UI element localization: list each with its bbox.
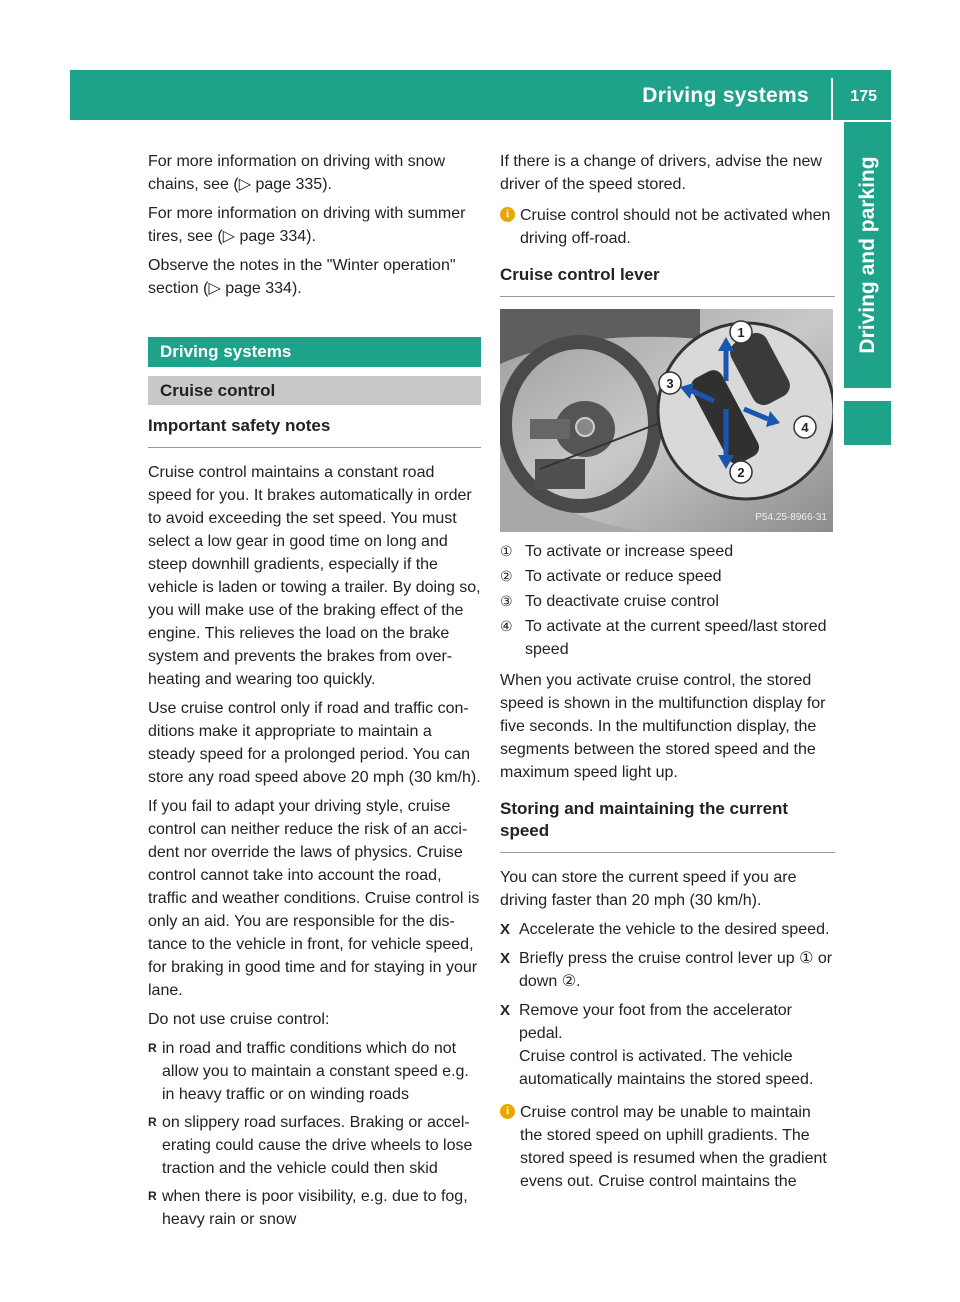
bullet-list — [148, 1037, 481, 1231]
legend-item: ① To activate or increase speed — [500, 543, 734, 560]
paragraph: You can store the current speed if you are driving faster than 20 mph (30 km/h). — [500, 869, 797, 909]
safety-heading: Important safety notes — [148, 415, 481, 448]
step-item: X Remove your foot from the accelerator pedal. Cruise control is activated. The vehicle automatically maintains the stored speed. — [500, 999, 835, 1091]
info-note — [500, 204, 835, 250]
section-title: Driving systems — [148, 337, 481, 367]
step-item: X Accelerate the vehicle to the desired speed. — [500, 918, 835, 941]
header-separator — [831, 78, 833, 120]
lever-heading: Cruise control lever — [500, 264, 835, 297]
page-header — [70, 70, 891, 120]
header-title: Driving systems — [642, 84, 809, 107]
figure-code: P54.25-8966-31 — [755, 512, 827, 523]
list-item: R in road and traffic conditions which do not allow you to maintain a constant speed e.g. in heavy traffic or on winding roads — [148, 1037, 481, 1106]
cruise-control-lever-figure — [500, 309, 833, 532]
info-icon: i — [500, 1104, 515, 1119]
chapter-marker — [844, 401, 891, 445]
list-item: R on slippery road surfaces. Braking or accel-erating could cause the drive wheels to lose traction and the vehicle could then skid — [148, 1111, 481, 1180]
left-column — [148, 150, 481, 1236]
step-item: X Briefly press the cruise control lever up ① or down ②. — [500, 947, 835, 993]
step-marker-icon: X — [500, 1002, 511, 1019]
paragraph: If there is a change of drivers, advise the new driver of the speed stored. — [500, 153, 822, 193]
instruction-steps — [500, 918, 835, 1091]
legend-item: ④ To activate at the current speed/last stored speed — [500, 618, 827, 658]
chapter-side-tab-label: Driving and parking — [855, 156, 879, 354]
legend-item: ② To activate or reduce speed — [500, 568, 722, 585]
page-number: 175 — [850, 88, 877, 105]
list-item: R when there is poor visibility, e.g. due to fog, heavy rain or snow — [148, 1185, 481, 1231]
paragraph: If you fail to adapt your driving style, cruise control can neither reduce the risk of an acci-dent nor override the laws of physics. Cruise control cannot take into account the road, traffic and weather conditions. Cruise control is only an aid. You are responsible for the dis-tance to the vehicle in front, for vehicle speed, for braking in good time and for staying in your lane. — [148, 798, 480, 999]
info-icon: i — [500, 207, 515, 222]
storing-heading: Storing and maintaining the current speed — [500, 798, 835, 853]
paragraph: For more information on driving with snow chains, see (▷ page 335). — [148, 153, 446, 193]
svg-text:1: 1 — [737, 325, 745, 340]
paragraph: For more information on driving with summer tires, see (▷ page 334). — [148, 205, 466, 245]
paragraph: Cruise control maintains a constant road speed for you. It brakes automatically in order to avoid exceeding the set speed. You must select a low gear in good time on long and steep downhill gradients, especially if the vehicle is laden or towing a trailer. By doing so, you will make use of the braking effect of the engine. This relieves the load on the brake system and prevents the brakes from over-heating and wearing too quickly. — [148, 464, 481, 688]
legend-item: ③ To deactivate cruise control — [500, 593, 719, 610]
paragraph: When you activate cruise control, the stored speed is shown in the multifunction display for five seconds. In the multifunction display, the segments between the stored speed and the maximum speed light up. — [500, 672, 826, 781]
svg-text:4: 4 — [801, 420, 809, 435]
lever-illustration — [500, 309, 833, 532]
chapter-side-tab — [844, 122, 891, 388]
info-note — [500, 1101, 835, 1193]
svg-text:3: 3 — [666, 376, 674, 391]
svg-text:2: 2 — [737, 465, 745, 480]
step-marker-icon: X — [500, 950, 511, 967]
note-text: Cruise control should not be activated when driving off-road. — [520, 207, 831, 247]
step-marker-icon: X — [500, 921, 511, 938]
paragraph: Do not use cruise control: — [148, 1011, 330, 1028]
note-text: Cruise control may be unable to maintain the stored speed on uphill gradients. The stored speed is resumed when the gradient evens out. Cruise control maintains the — [520, 1104, 827, 1190]
figure-legend — [500, 540, 835, 661]
paragraph: Observe the notes in the "Winter operation" section (▷ page 334). — [148, 257, 456, 297]
right-column — [500, 150, 835, 1201]
paragraph: Use cruise control only if road and traffic con-ditions make it appropriate to maintain a steady speed for a prolonged period. You can store any road speed above 20 mph (30 km/h). — [148, 700, 481, 786]
subsection-title: Cruise control — [148, 376, 481, 405]
